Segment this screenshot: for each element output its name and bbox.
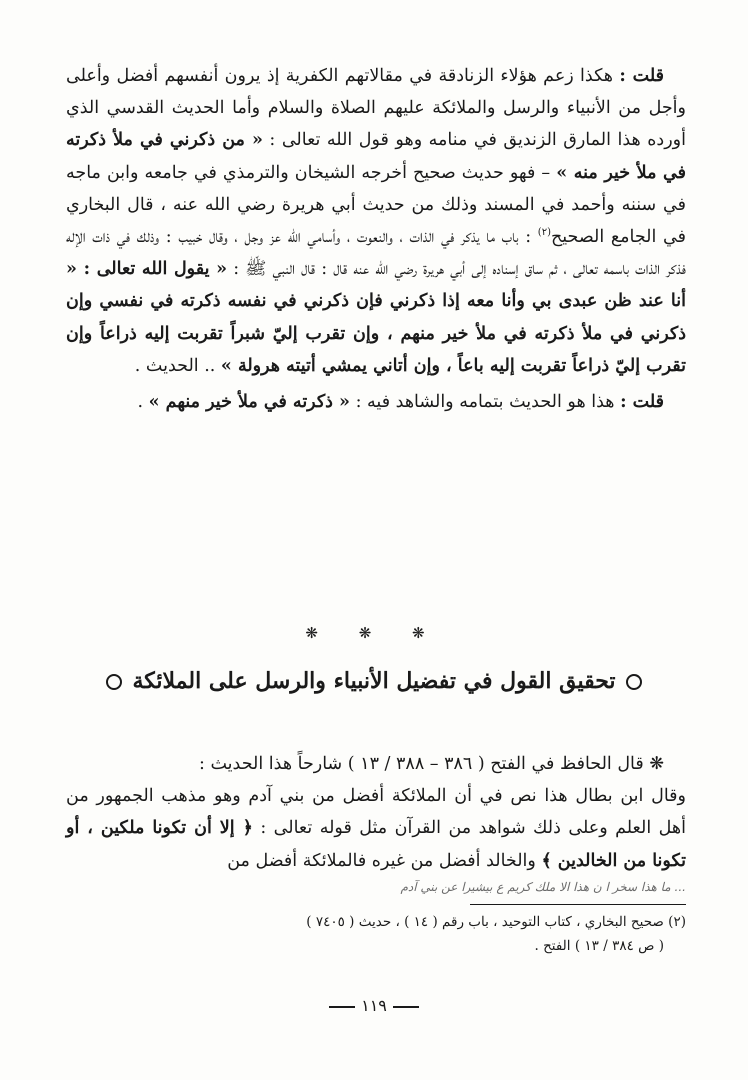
footnote-reference: (٢) — [537, 227, 551, 239]
hadith-quote: « من ذكرني في ملأ ذكرته في ملأ خير منه » — [66, 130, 686, 183]
footnote-divider — [470, 904, 686, 905]
section-separator: ❋ ❋ ❋ — [305, 624, 443, 642]
main-text-block — [66, 60, 686, 418]
dash-ornament-icon — [329, 1006, 355, 1008]
footnote-line: (٢) صحيح البخاري ، كتاب التوحيد ، باب رقم ( ١٤ ) ، حديث ( ٧٤٠٥ ) — [306, 914, 686, 930]
qultu-label: قلت : — [619, 66, 664, 86]
paragraph-text: والخالد أفضل من غيره فالملائكة أفضل من — [227, 850, 536, 871]
paragraph-text: . — [137, 392, 144, 413]
handwritten-annotation: ... ما هذا سخر ا ن هذا الا ملك كريم ع بيشيرا عن بني آدم — [400, 880, 686, 894]
second-text-block — [66, 748, 686, 877]
paragraph-text: قال الحافظ في الفتح ( ٣٨٦ – ٣٨٨ / ١٣ ) شارحاً هذا الحديث : — [199, 754, 644, 774]
qultu-label: قلت : — [620, 392, 664, 413]
paragraph-text: – فهو حديث صحيح أخرجه الشيخان والترمذي في جامعه وابن ماجه في سننه وأحمد في المسند وذلك من حديث أبي هريرة رضي الله عنه ، قال البخاري في الجامع الصحيح — [66, 162, 686, 248]
paragraph-text: هذا هو الحديث بتمامه والشاهد فيه : — [355, 392, 615, 413]
paragraph-4 — [66, 780, 686, 877]
page-number — [0, 996, 748, 1015]
hadith-quote: « ذكرته في ملأ خير منهم » — [148, 392, 350, 413]
paragraph-3 — [66, 748, 686, 780]
page-number-text: ١١٩ — [361, 996, 387, 1015]
paragraph-text: هكذا زعم هؤلاء الزنادقة في مقالاتهم الكفرية إذ يرون أنفسهم أفضل وأعلى وأجل من الأنبياء والرسل والملائكة عليهم الصلاة والسلام وأما الحديث القدسي الذي أورده هذا المارق الزنديق في منامه وهو قول الله تعالى : — [66, 66, 686, 151]
hadith-text: « يقول الله تعالى : « أنا عند ظن عبدى بي وأنا معه إذا ذكرني فإن ذكرني في نفسه ذكرته في نفسي وإن ذكرني في ملأ ذكرته في ملأ خير منهم ، وإن تقرب إليّ شبراً تقربت إليه ذراعاً وإن تقرب إليّ ذراعاً تقربت إليه باعاً ، وإن أتاني يمشي أتيته هرولة » — [66, 259, 686, 376]
star-marker: ❋ — [649, 754, 664, 774]
footnote-line: ( ص ٣٨٤ / ١٣ ) الفتح . — [534, 938, 664, 954]
paragraph-text: وقال ابن بطال هذا نص في أن الملائكة أفضل من بني آدم وهو مذهب الجمهور من أهل العلم وعلى ذلك شواهد من القرآن مثل قوله تعالى : — [66, 786, 686, 839]
heading-text: تحقيق القول في تفضيل الأنبياء والرسل على الملائكة — [132, 668, 616, 694]
section-heading — [0, 668, 748, 694]
paragraph-1 — [66, 60, 686, 382]
paragraph-text: .. الحديث . — [134, 355, 216, 376]
paragraph-2 — [66, 386, 686, 418]
quran-quote: ﴿ إلا أن تكونا ملكين ، أو تكونا من الخالدين ﴾ — [66, 818, 686, 871]
dash-ornament-icon — [393, 1006, 419, 1008]
circle-ornament-icon — [106, 674, 122, 690]
footnote — [66, 910, 686, 958]
paragraph-text: : باب ما يذكر في الذات ، والنعوت ، وأسامي الله عز وجل ، وقال خبيب : وذلك في ذات الإله فذكر الذات باسمه تعالى ، ثم ساق إسناده إلى أبي هريرة رضي الله عنه قال : قال النبي ﷺ : — [66, 227, 686, 280]
circle-ornament-icon — [626, 674, 642, 690]
